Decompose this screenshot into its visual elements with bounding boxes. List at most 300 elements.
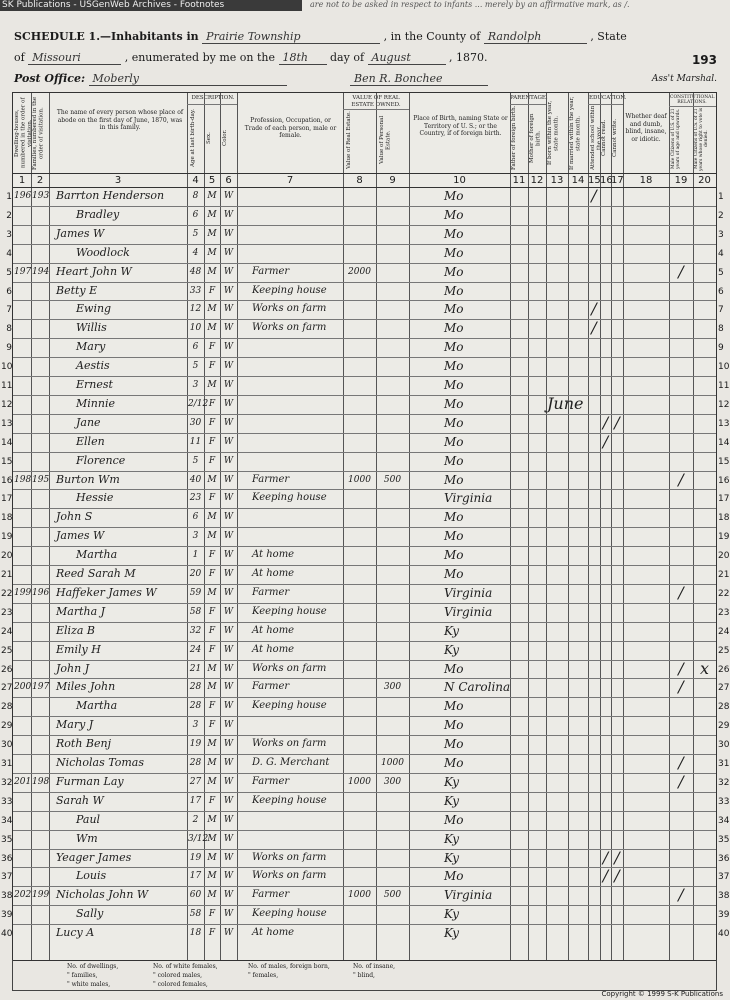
- cell-sex: F: [208, 569, 216, 579]
- table-row: [1, 811, 730, 830]
- line-number-right: 18: [718, 513, 730, 524]
- cell-birth: Mo: [444, 226, 464, 241]
- line-number-right: 36: [718, 853, 730, 864]
- line-number-left: 25: [1, 645, 13, 656]
- line-number-left: 36: [1, 853, 13, 864]
- line-number-left: 32: [1, 777, 13, 788]
- line-number-right: 25: [718, 645, 730, 656]
- cell-fam: 194: [32, 266, 50, 277]
- cell-birth: Ky: [444, 793, 459, 808]
- cell-color: W: [223, 663, 234, 674]
- cell-birth: Virginia: [444, 888, 493, 903]
- table-row: [1, 735, 730, 754]
- line-number-right: 26: [718, 664, 730, 675]
- page-number: 193: [691, 53, 717, 67]
- cell-birth: Mo: [444, 321, 464, 336]
- cell-occ: Keeping house: [252, 700, 327, 712]
- cell-age: 19: [189, 739, 202, 750]
- col-cannot-read-header: Cannot read.: [601, 119, 607, 157]
- column-number-7: 7: [286, 175, 294, 186]
- cell-name: Martha: [76, 699, 118, 713]
- cell-birth: Mo: [444, 283, 464, 298]
- column-number-16: 16: [600, 175, 613, 186]
- cell-sex: M: [207, 776, 217, 787]
- cell-age: 3: [192, 380, 199, 390]
- cell-age: 5: [192, 361, 199, 372]
- table-row: [6, 299, 724, 319]
- line-number-right: 29: [718, 721, 730, 732]
- table-row: [1, 792, 730, 811]
- cell-sex: M: [207, 266, 217, 277]
- cell-color: W: [223, 795, 234, 806]
- line-number-right: 6: [718, 286, 724, 297]
- line-number-right: 37: [718, 872, 730, 883]
- cell-sex: M: [207, 758, 217, 768]
- cell-age: 6: [192, 342, 199, 353]
- line-number-left: 9: [6, 343, 12, 354]
- table-row: [1, 697, 730, 716]
- line-number-right: 33: [718, 796, 730, 807]
- cell-occ: Keeping house: [252, 605, 327, 617]
- top-instruction-note: are not to be asked in respect to infants ... merely by an affirmative mark, as /.: [310, 0, 630, 9]
- census-table: [1, 92, 730, 961]
- line-number-left: 30: [1, 740, 13, 751]
- line-number-right: 13: [718, 418, 730, 429]
- of-label: of: [14, 51, 25, 64]
- table-row: [1, 924, 730, 943]
- column-number-13: 13: [550, 175, 564, 186]
- col-family-header: Families, numbered in the order of visitation.: [32, 96, 45, 170]
- column-number-5: 5: [208, 175, 216, 186]
- cell-birth: Mo: [444, 567, 464, 581]
- cell-age: 27: [189, 776, 202, 787]
- table-row: [1, 677, 730, 697]
- cell-name: Ellen: [76, 434, 105, 448]
- cell-c16: /: [602, 847, 609, 867]
- table-row: [1, 431, 730, 452]
- cell-name: Minnie: [76, 396, 115, 410]
- line-number-right: 40: [718, 929, 730, 940]
- cell-birth: Mo: [444, 434, 464, 449]
- table-row: [1, 716, 730, 735]
- cell-occ: Farmer: [252, 265, 290, 277]
- header-bottom-rule: [13, 173, 716, 174]
- footer-white-females: No. of white females,: [153, 963, 218, 970]
- cell-birth: Mo: [444, 359, 464, 374]
- cell-name: Bradley: [76, 207, 120, 221]
- cell-color: W: [223, 474, 234, 485]
- cell-color: W: [223, 625, 234, 636]
- cell-name: John S: [56, 510, 93, 524]
- cell-age: 28: [189, 758, 202, 768]
- table-row: [1, 753, 730, 773]
- month-value: August: [368, 51, 446, 65]
- line-number-left: 39: [1, 910, 13, 921]
- cell-occ: Farmer: [252, 473, 290, 485]
- cell-c19: /: [678, 771, 684, 791]
- cell-birth: Ky: [444, 623, 459, 638]
- cell-dw: 199: [14, 587, 32, 598]
- cell-name: Willis: [76, 321, 107, 335]
- cell-age: 11: [189, 436, 202, 447]
- enumeration-line: [14, 51, 488, 65]
- cell-occ: D. G. Merchant: [252, 757, 330, 768]
- line-number-right: 24: [718, 626, 730, 637]
- cell-name: Martha: [76, 548, 118, 562]
- line-number-right: 10: [718, 362, 730, 373]
- col-father-foreign-header: Father of foreign birth.: [511, 105, 517, 171]
- cell-birth: Mo: [444, 245, 464, 260]
- col-sex-header: Sex.: [206, 132, 212, 144]
- cell-name: Ernest: [76, 378, 113, 391]
- cell-occ: Works on farm: [252, 851, 327, 863]
- day-of-label: day of: [330, 51, 365, 64]
- col-real-estate-header: Value of Real Estate.: [346, 111, 352, 169]
- cell-birth: Ky: [444, 907, 459, 922]
- column-number-8: 8: [356, 175, 363, 186]
- cell-occ: Works on farm: [252, 662, 327, 674]
- cell-occ: Works on farm: [252, 870, 327, 882]
- column-number-1: 1: [18, 175, 26, 186]
- line-number-right: 28: [718, 702, 730, 713]
- column-number-12: 12: [530, 175, 544, 186]
- column-number-10: 10: [453, 175, 466, 186]
- cell-age: 58: [189, 909, 202, 920]
- line-number-right: 38: [718, 891, 730, 902]
- cell-fam: 199: [32, 890, 50, 901]
- cell-age: 5: [192, 228, 199, 239]
- cell-sex: M: [207, 852, 217, 863]
- col-cannot-write-header: Cannot write.: [612, 118, 618, 158]
- cell-sex: M: [207, 228, 217, 239]
- cell-name: James W: [56, 529, 105, 543]
- col-color-header: Color.: [222, 129, 228, 147]
- cell-name: Louis: [76, 869, 107, 883]
- cell-name: Mary: [76, 340, 106, 354]
- post-office-line: [14, 72, 488, 86]
- cell-sex: F: [208, 436, 216, 447]
- line-number-right: 9: [718, 343, 724, 354]
- year-label: , 1870.: [449, 51, 488, 64]
- cell-sex: F: [208, 720, 216, 731]
- table-row: [1, 847, 730, 868]
- line-number-left: 34: [1, 815, 13, 826]
- footer-colored-males: " colored males,: [153, 972, 203, 979]
- footer-families: " families,: [67, 972, 98, 979]
- cell-pe: 500: [383, 474, 402, 485]
- line-number-left: 7: [6, 305, 12, 316]
- cell-name: Emily H: [56, 642, 101, 656]
- cell-color: W: [223, 398, 234, 409]
- cell-age: 2/12: [188, 398, 209, 409]
- cell-occ: Farmer: [252, 889, 290, 901]
- line-number-right: 16: [718, 475, 730, 486]
- education-group-header: EDUCATION.: [589, 95, 627, 101]
- table-row: [6, 282, 724, 301]
- cell-name: Lucy A: [56, 926, 95, 940]
- cell-occ: At home: [252, 643, 295, 655]
- line-number-left: 40: [1, 929, 13, 940]
- cell-c16: /: [602, 866, 609, 886]
- line-number-left: 22: [1, 588, 13, 599]
- col-personal-estate-header: Value of Personal Estate.: [379, 115, 392, 165]
- cell-name: Sally: [76, 907, 104, 921]
- line-number-right: 30: [718, 740, 730, 751]
- footer-white-males: " white males,: [67, 981, 111, 988]
- table-row: [1, 603, 730, 622]
- cell-birth: Mo: [444, 302, 464, 317]
- table-row: [1, 469, 730, 490]
- table-row: [6, 261, 724, 282]
- cell-c19: /: [678, 677, 684, 697]
- cell-birth: Mo: [444, 264, 464, 279]
- cell-c19: /: [678, 469, 684, 489]
- cell-occ: Works on farm: [252, 303, 327, 315]
- cell-fam: 195: [32, 474, 50, 485]
- cell-age: 19: [189, 852, 202, 863]
- col-dwelling-header: Dwelling-houses, numbered in the order of visitation.: [14, 97, 33, 169]
- cell-name: Heart John W: [56, 264, 132, 278]
- cell-color: W: [223, 191, 234, 201]
- table-row: [1, 527, 730, 546]
- description-group-header: DESCRIPTION.: [191, 95, 235, 101]
- cell-color: W: [223, 739, 234, 750]
- column-number-6: 6: [225, 175, 232, 186]
- group-header-rule: [588, 104, 623, 105]
- cell-sex: F: [208, 455, 216, 466]
- cell-occ: Keeping house: [252, 492, 327, 504]
- cell-sex: M: [207, 209, 217, 220]
- table-row: [1, 489, 730, 508]
- line-number-right: 34: [718, 815, 730, 826]
- line-number-right: 20: [718, 551, 730, 562]
- cell-sex: F: [208, 493, 216, 504]
- cell-color: W: [223, 701, 234, 712]
- cell-color: W: [223, 909, 234, 920]
- table-row: [1, 452, 730, 471]
- table-row: [6, 318, 724, 338]
- post-office-label: Post Office:: [14, 72, 86, 85]
- cell-sex: M: [207, 512, 217, 523]
- cell-dw: 197: [14, 266, 32, 277]
- cell-birth: Mo: [444, 756, 464, 770]
- cell-color: W: [223, 285, 234, 296]
- line-number-right: 12: [718, 399, 730, 410]
- cell-color: W: [223, 247, 234, 258]
- cell-name: Barrton Henderson: [56, 189, 165, 202]
- copyright-notice: Copyright © 1999 S-K Publications: [601, 990, 723, 998]
- cell-name: Wm: [76, 831, 98, 845]
- cell-dw: 201: [14, 776, 32, 787]
- cell-sex: F: [208, 701, 216, 712]
- cell-birth: Virginia: [444, 604, 493, 619]
- cell-birth: Virginia: [444, 585, 493, 600]
- cell-name: Roth Benj: [56, 737, 111, 751]
- cell-age: 24: [189, 644, 202, 655]
- line-number-left: 38: [1, 891, 13, 902]
- cell-sex: F: [208, 342, 216, 353]
- table-row: [1, 905, 730, 924]
- line-number-left: 1: [6, 192, 12, 202]
- line-number-left: 11: [1, 381, 13, 391]
- cell-color: W: [223, 606, 234, 617]
- cell-occ: Farmer: [252, 775, 290, 787]
- line-number-left: 31: [1, 759, 13, 769]
- cell-fam: 196: [32, 587, 50, 598]
- cell-age: 1: [192, 550, 199, 561]
- cell-color: W: [223, 209, 234, 220]
- cell-name: Mary J: [56, 718, 94, 732]
- cell-fam: 198: [32, 776, 50, 787]
- cell-color: W: [223, 228, 234, 239]
- line-number-left: 14: [1, 437, 13, 448]
- cell-name: Aestis: [76, 359, 110, 373]
- cell-dw: 200: [14, 682, 32, 693]
- cell-occ: Farmer: [252, 681, 290, 693]
- cell-name: Reed Sarah M: [56, 567, 136, 580]
- cell-c19: /: [678, 582, 684, 602]
- cell-color: W: [223, 531, 234, 542]
- parentage-group-header: PARENTAGE.: [510, 95, 548, 101]
- cell-c19: /: [678, 753, 684, 772]
- cell-occ: At home: [252, 568, 295, 579]
- cell-age: 33: [189, 285, 202, 296]
- cell-sex: F: [208, 928, 216, 939]
- col-vote-denied-header: Male Citizens of U.S. of 21 years whose right to vote is denied.: [694, 107, 709, 171]
- cell-color: W: [223, 361, 234, 372]
- cell-color: W: [223, 436, 234, 447]
- group-header-rule: [343, 109, 409, 110]
- cell-birth: Mo: [444, 869, 464, 884]
- cell-age: 58: [189, 606, 202, 617]
- table-row: [6, 186, 724, 206]
- cell-birth: Ky: [444, 774, 459, 789]
- cell-occ: Keeping house: [252, 908, 327, 920]
- cell-c17: /: [614, 847, 620, 867]
- cell-c15: /: [591, 186, 597, 205]
- col-name-header: The name of every person whose place of abode on the first day of June, 1870, was in this family.: [56, 109, 184, 131]
- cell-sex: F: [208, 417, 216, 428]
- cell-birth: Mo: [444, 189, 464, 203]
- county-label: , in the County of: [383, 30, 481, 43]
- line-number-right: 17: [718, 494, 730, 505]
- column-number-4: 4: [192, 175, 199, 186]
- col-married-month-header: If married within the year, state month.: [569, 96, 582, 170]
- cell-age: 4: [192, 247, 199, 258]
- line-number-left: 6: [6, 286, 12, 297]
- cell-re: 2000: [348, 266, 371, 277]
- cell-sex: M: [207, 663, 217, 674]
- cell-name: Miles John: [56, 680, 116, 694]
- cell-pe: 1000: [381, 758, 404, 768]
- cell-age: 3/12: [188, 833, 209, 844]
- table-row: [6, 206, 724, 225]
- line-number-right: 2: [718, 210, 724, 221]
- cell-fam: 197: [32, 682, 50, 693]
- line-number-right: 15: [718, 456, 730, 467]
- line-number-right: 8: [718, 324, 724, 335]
- cell-age: 28: [189, 701, 202, 712]
- marshal-label: Ass't Marshal.: [651, 74, 717, 84]
- group-header-rule: [669, 106, 716, 107]
- cell-age: 32: [189, 625, 202, 636]
- footer-colored-females: " colored females,: [153, 981, 208, 988]
- cell-occ: Keeping house: [252, 794, 327, 806]
- cell-birth: Mo: [444, 415, 464, 430]
- line-number-left: 12: [1, 399, 13, 410]
- cell-c15: /: [591, 299, 597, 319]
- cell-name: Betty E: [56, 283, 98, 297]
- line-number-left: 18: [1, 513, 13, 524]
- cell-sex: M: [207, 323, 217, 334]
- cell-occ: Farmer: [252, 586, 290, 598]
- cell-c19: /: [678, 658, 684, 678]
- cell-occ: At home: [252, 624, 295, 636]
- line-number-left: 5: [6, 267, 12, 278]
- cell-name: Eliza B: [56, 623, 95, 637]
- cell-occ: At home: [252, 927, 295, 939]
- cell-birth: Mo: [444, 453, 464, 468]
- cell-name: Florence: [76, 453, 126, 467]
- line-number-left: 28: [1, 702, 13, 713]
- line-number-right: 11: [718, 381, 730, 391]
- cell-color: W: [223, 814, 234, 825]
- archive-watermark: SK Publications - USGenWeb Archives - Footnotes: [0, 0, 302, 11]
- cell-age: 10: [189, 323, 202, 334]
- cell-age: 17: [189, 795, 202, 806]
- cell-age: 8: [192, 191, 199, 201]
- cell-color: W: [223, 758, 234, 768]
- cell-dw: 198: [14, 474, 32, 485]
- cell-color: W: [223, 512, 234, 523]
- cell-color: W: [223, 493, 234, 504]
- cell-color: W: [223, 833, 234, 844]
- cell-color: W: [223, 928, 234, 939]
- cell-age: 5: [192, 455, 199, 466]
- cell-sex: F: [208, 361, 216, 372]
- cell-age: 23: [189, 493, 202, 504]
- line-number-left: 21: [1, 570, 13, 580]
- cell-age: 18: [189, 928, 202, 939]
- table-row: [1, 885, 730, 905]
- col-school-header: Attended school within the year.: [590, 105, 603, 171]
- cell-sex: F: [208, 625, 216, 636]
- cell-birth: Mo: [444, 510, 464, 525]
- table-row: [1, 830, 730, 849]
- cell-name: Jane: [76, 415, 101, 429]
- cell-c17: /: [614, 866, 620, 886]
- col-occupation-header: Profession, Occupation, or Trade of each person, male or female.: [244, 117, 337, 139]
- cell-birth: Mo: [444, 661, 464, 676]
- line-number-right: 32: [718, 777, 730, 788]
- cell-age: 28: [189, 682, 202, 693]
- col-mother-foreign-header: Mother of foreign birth.: [529, 113, 542, 163]
- cell-color: W: [223, 644, 234, 655]
- line-number-right: 7: [718, 305, 724, 316]
- cell-birth: Mo: [444, 340, 464, 355]
- cell-age: 40: [189, 474, 202, 485]
- column-number-14: 14: [571, 175, 585, 186]
- schedule-label: SCHEDULE 1.—Inhabitants in: [14, 30, 199, 43]
- line-number-right: 27: [718, 683, 730, 694]
- col-age-header: Age at last birth-day.: [190, 109, 196, 167]
- line-number-left: 2: [6, 210, 12, 221]
- cell-name: Yeager James: [56, 850, 132, 864]
- line-number-left: 16: [1, 475, 13, 486]
- line-number-left: 26: [1, 664, 13, 675]
- cell-age: 59: [189, 587, 202, 598]
- column-number-9: 9: [389, 175, 396, 186]
